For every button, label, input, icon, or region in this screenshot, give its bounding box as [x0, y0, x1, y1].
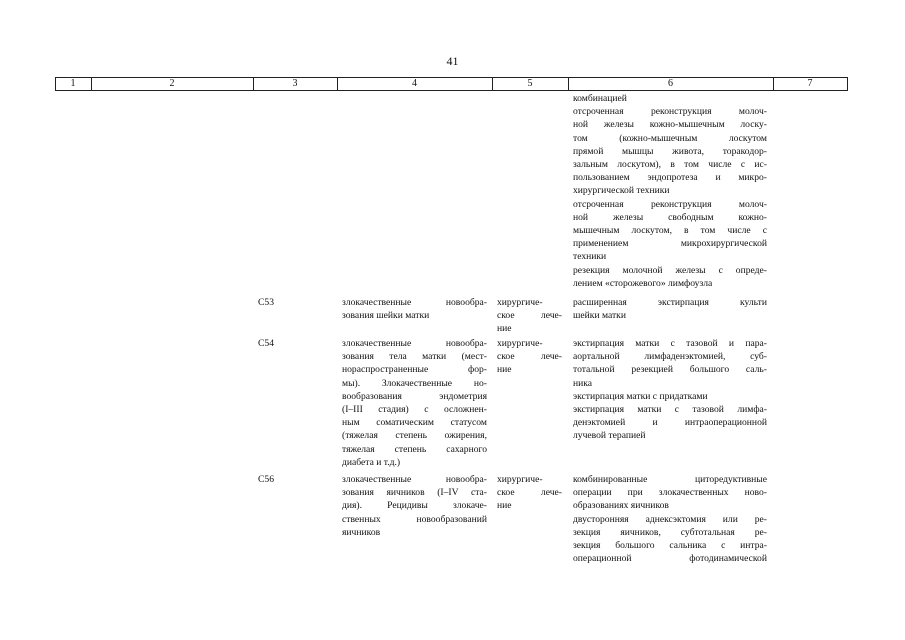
icd-code: C53 — [258, 297, 274, 308]
method-line: экстирпация матки с придатками — [573, 390, 708, 402]
column-number-3: 3 — [292, 78, 298, 89]
diagnosis-line: вообразования эндометрия — [342, 390, 487, 402]
diagnosis-line: зования тела матки (мест- — [342, 351, 487, 363]
method-line: прямой мышцы живота, торакодор- — [573, 145, 767, 157]
row-methods-c54 — [573, 337, 767, 443]
method-line: ника — [573, 377, 593, 389]
method-line: экстирпация матки с тазовой и пара- — [573, 338, 767, 349]
method-line: образованиях яичников — [573, 500, 669, 512]
column-number-6: 6 — [668, 78, 673, 89]
table-header-bottom-rule — [55, 90, 848, 91]
column-number-5: 5 — [527, 78, 533, 89]
method-line: лением «сторожевого» лимфоузла — [573, 277, 713, 289]
method-line: комбинацией — [573, 93, 627, 104]
treatment-line: хирургиче- — [497, 474, 543, 485]
row-methods-c53 — [573, 296, 767, 322]
continued-methods-cell — [573, 92, 767, 290]
diagnosis-line: злокачественные новообра- — [342, 474, 487, 485]
diagnosis-line: злокачественные новообра- — [342, 338, 487, 349]
method-line: шейки матки — [573, 310, 626, 322]
method-line: применением микрохирургической — [573, 238, 767, 250]
method-line: операции при злокачественных ново- — [573, 487, 767, 499]
column-number-1: 1 — [70, 78, 76, 89]
diagnosis-line: тяжелая степень сахарного — [342, 443, 487, 455]
method-line: операционной фотодинамической — [573, 553, 767, 565]
row-methods-c56 — [573, 473, 767, 565]
row-code-c53 — [258, 296, 334, 309]
method-line: отсроченная реконструкция молоч- — [573, 198, 767, 210]
method-line: зальным лоскутом), в том числе с ис- — [573, 159, 767, 171]
column-separator — [847, 77, 848, 90]
treatment-line: ское лече- — [497, 310, 562, 322]
diagnosis-line: злокачественные новообра- — [342, 297, 487, 308]
method-line: отсроченная реконструкция молоч- — [573, 106, 767, 118]
treatment-line: ние — [497, 364, 512, 376]
diagnosis-line: зования шейки матки — [342, 310, 430, 322]
page-number: 41 — [446, 54, 459, 68]
method-line: тотальной резекцией большого саль- — [573, 364, 767, 376]
treatment-line: ское лече- — [497, 487, 562, 499]
treatment-line: хирургиче- — [497, 338, 543, 349]
diagnosis-line: нораспространенные фор- — [342, 364, 487, 376]
treatment-line: ние — [497, 323, 512, 335]
column-number-2: 2 — [169, 78, 175, 89]
row-code-c56 — [258, 473, 334, 486]
method-line: двусторонняя аднексэктомия или ре- — [573, 513, 767, 525]
diagnosis-line: диабета и т.д.) — [342, 456, 401, 468]
method-line: лучевой терапией — [573, 430, 646, 442]
method-line: расширенная экстирпация культи — [573, 297, 767, 308]
treatment-line: хирургиче- — [497, 297, 543, 308]
diagnosis-line: ственных новообразований — [342, 513, 487, 525]
row-diagnosis-c56 — [342, 473, 487, 539]
row-treatment-c54 — [497, 337, 562, 377]
method-line: резекция молочной железы с опреде- — [573, 264, 767, 276]
row-code-c54 — [258, 337, 334, 350]
treatment-line: ское лече- — [497, 351, 562, 363]
icd-code: C56 — [258, 474, 274, 485]
row-treatment-c53 — [497, 296, 562, 336]
diagnosis-line: ным соматическим статусом — [342, 417, 487, 429]
method-line: том (кожно-мышечным лоскутом — [573, 132, 767, 144]
icd-code: C54 — [258, 338, 274, 349]
method-line: ной железы кожно-мышечным лоску- — [573, 119, 767, 131]
diagnosis-line: яичников — [342, 526, 381, 538]
row-diagnosis-c54 — [342, 337, 487, 469]
method-line: аортальной лимфаденэктомией, суб- — [573, 351, 767, 363]
method-line: денэктомией и интраоперационной — [573, 417, 767, 429]
method-line: экстирпация матки с тазовой лимфа- — [573, 404, 767, 416]
method-line: ной железы свободным кожно- — [573, 211, 767, 223]
method-line: техники — [573, 251, 607, 263]
column-number-7: 7 — [807, 78, 813, 89]
method-line: пользованием эндопротеза и микро- — [573, 172, 767, 184]
method-line: комбинированные циторедуктивные — [573, 474, 767, 485]
method-line: зекция большого сальника с интра- — [573, 540, 767, 552]
row-treatment-c56 — [497, 473, 562, 513]
treatment-line: ние — [497, 500, 512, 512]
column-number-4: 4 — [412, 78, 417, 89]
row-diagnosis-c53 — [342, 296, 487, 322]
method-line: зекция яичников, субтотальная ре- — [573, 526, 767, 538]
method-line: хирургической техники — [573, 185, 670, 197]
method-line: мышечным лоскутом, в том числе с — [573, 225, 767, 237]
diagnosis-line: (тяжелая степень ожирения, — [342, 430, 487, 442]
diagnosis-line: (I–III стадия) с осложнен- — [342, 404, 487, 416]
diagnosis-line: зования яичников (I–IV ста- — [342, 487, 487, 499]
diagnosis-line: мы). Злокачественные но- — [342, 377, 487, 389]
diagnosis-line: дия). Рецидивы злокаче- — [342, 500, 487, 512]
